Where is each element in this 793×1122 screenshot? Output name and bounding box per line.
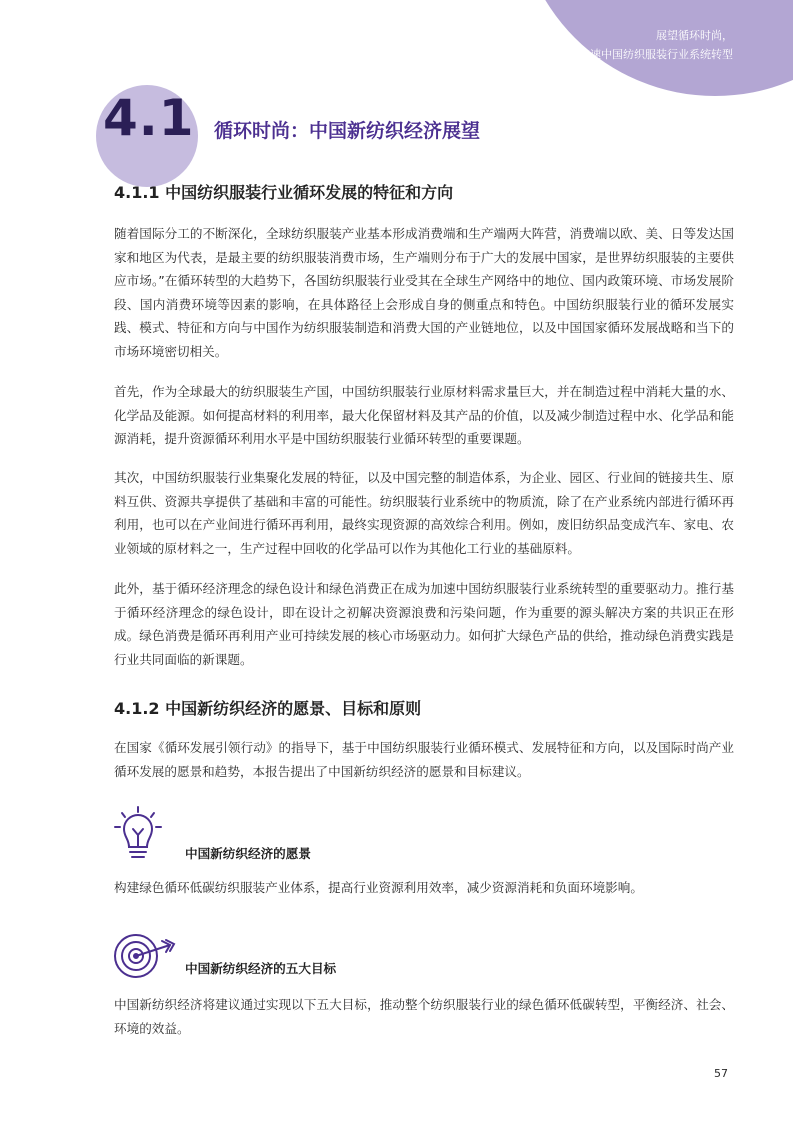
lightbulb-icon: [112, 805, 168, 869]
subsection-heading-4-1-1: 4.1.1 中国纺织服装行业循环发展的特征和方向: [114, 183, 454, 202]
section-number: 4.1: [103, 89, 195, 147]
page-number: 57: [714, 1067, 728, 1080]
running-header-line1: 展望循环时尚，: [656, 29, 733, 42]
paragraph-third: 此外，基于循环经济理念的绿色设计和绿色消费正在成为加速中国纺织服装行业系统转型的重要驱动力。推行基于循环经济理念的绿色设计，即在设计之初解决资源浪费和污染问题，作为重要的源头解决方案的共识正在形成。绿色消费是循环再利用产业可持续发展的核心市场驱动力。如何扩大绿色产品的供给，推动绿色消费实践是行业共同面临的新课题。: [114, 581, 734, 667]
subsection-heading-4-1-2: 4.1.2 中国新纺织经济的愿景、目标和原则: [114, 699, 422, 718]
paragraph-intro: 随着国际分工的不断深化，全球纺织服装产业基本形成消费端和生产端两大阵营，消费端以欧、美、日等发达国家和地区为代表，是最主要的纺织服装消费市场，生产端则分布于广大的发展中国家，是世界纺织服装的主要供应市场。”在循环转型的大趋势下，各国纺织服装行业受其在全球生产网络中的地位、国内政策环境、市场发展阶段、国内消费环境等因素的影响，在具体路径上会形成自身的侧重点和特色。中国纺织服装行业的循环发展实践、模式、特征和方向与中国作为纺织服装制造和消费大国的产业链地位，以及中国国家循环发展战略和当下的市场环境密切相关。: [114, 226, 734, 359]
running-header: [473, 26, 733, 64]
paragraph-first: 首先，作为全球最大的纺织服装生产国，中国纺织服装行业原材料需求量巨大，并在制造过程中消耗大量的水、化学品及能源。如何提高材料的利用率，最大化保留材料及其产品的价值，以及减少制造过程中水、化学品和能源消耗，提升资源循环利用水平是中国纺织服装行业循环转型的重要课题。: [114, 384, 734, 447]
target-icon: [112, 930, 176, 986]
goals-title: 中国新纺织经济的五大目标: [185, 961, 337, 976]
goals-text: 中国新纺织经济将建议通过实现以下五大目标，推动整个纺织服装行业的绿色循环低碳转型，平衡经济、社会、环境的效益。: [114, 997, 734, 1036]
paragraph-second: 其次，中国纺织服装行业集聚化发展的特征，以及中国完整的制造体系，为企业、园区、行业间的链接共生、原料互供、资源共享提供了基础和丰富的可能性。纺织服装行业系统中的物质流，除了在产业系统内部进行循环再利用，也可以在产业间进行循环再利用，最终实现资源的高效综合利用。例如，废旧纺织品变成汽车、家电、农业领域的原材料之一，生产过程中回收的化学品可以作为其他化工行业的基础原料。: [114, 470, 734, 556]
vision-text: 构建绿色循环低碳纺织服装产业体系，提高行业资源利用效率，减少资源消耗和负面环境影响。: [114, 880, 643, 895]
paragraph-vision-intro: 在国家《循环发展引领行动》的指导下，基于中国纺织服装行业循环模式、发展特征和方向，以及国际时尚产业循环发展的愿景和趋势，本报告提出了中国新纺织经济的愿景和目标建议。: [114, 740, 734, 779]
vision-title: 中国新纺织经济的愿景: [185, 846, 311, 861]
running-header-line2: 加速中国纺织服装行业系统转型: [579, 48, 733, 61]
section-title: 循环时尚：中国新纺织经济展望: [214, 120, 481, 142]
